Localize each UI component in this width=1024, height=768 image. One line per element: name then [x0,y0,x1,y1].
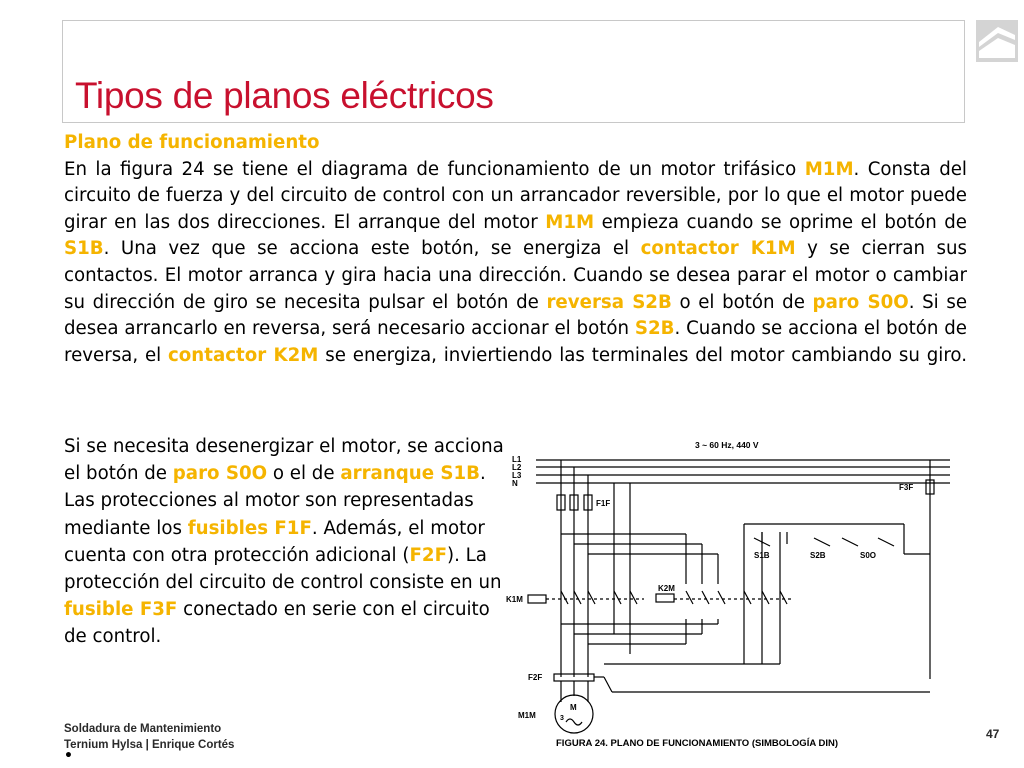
text: o el botón de [671,291,813,313]
footer-course: Soldadura de Mantenimiento [64,723,222,735]
line-label-l1: L1 [512,455,522,464]
motor-label-3: 3 [560,715,564,722]
line-label-n: N [512,479,518,488]
text: se energiza, inviertiendo las terminales del motor cambiando su giro. [318,344,967,366]
motor-label-m: M [570,703,577,712]
highlight-s2b: reversa S2B [546,291,672,313]
slide-title: Tipos de planos eléctricos [75,75,494,116]
text: . Además, el motor cuenta con otra protección adicional ( [64,517,485,566]
line-label-l3: L3 [512,471,522,480]
text: ). La protección del circuito de control consiste en un [64,544,502,594]
highlight-f1f: fusibles F1F [187,517,312,539]
highlight-f2f: F2F [409,544,447,566]
highlight-k1m: contactor K1M [640,238,796,260]
text: . Una vez que se acciona este botón, se energiza el [103,238,641,260]
footer-bullet: • [64,748,73,764]
roof-logo-icon [976,20,1018,62]
label-k1m: K1M [506,595,523,604]
text: En la figura 24 se tiene el diagrama de funcionamiento de un motor trifásico [64,158,805,180]
label-f1f: F1F [596,499,611,508]
text: . Si se desea arrancarlo en reversa, será necesario accionar el botón [64,291,968,340]
text: y se cierran sus contactos. El motor arranca y gira hacia una dirección. Cuando se desea parar el motor o cambiar su dirección de giro se necesita pulsar el botón de [64,238,967,313]
paragraph-1 [64,157,967,370]
label-s1b: S1B [754,551,770,560]
highlight-s0o: paro S0O [172,463,268,485]
circuit-diagram [504,434,956,758]
paragraph-2 [64,433,504,651]
page-number: 47 [986,727,1000,741]
figure-caption: FIGURA 24. PLANO DE FUNCIONAMIENTO (SIMBOLOGÍA DIN) [556,738,839,749]
highlight-s2b: S2B [634,318,675,340]
footer [64,721,234,753]
text: . Consta del circuito de fuerza y del circuito de control con un arrancador reversible, por lo que el motor puede girar en las dos direcciones. El arranque del motor [64,158,967,233]
text: conectado en serie con el circuito de control. [64,599,490,648]
text: . Cuando se acciona el botón de reversa, el [64,318,967,366]
label-k2m: K2M [658,584,675,593]
highlight-s1b: arranque S1B [340,463,481,485]
text: empieza cuando se oprime el botón de [594,211,967,233]
highlight-m1m: M1M [804,158,854,180]
main-text [64,130,967,369]
highlight-k2m: contactor K2M [168,344,319,366]
highlight-f3f: fusible F3F [64,599,178,621]
label-s2b: S2B [810,551,826,560]
label-m1m: M1M [518,711,536,720]
text: o el de [267,463,341,485]
label-s0o: S0O [860,551,877,560]
line-label-l2: L2 [512,463,522,472]
section-subtitle: Plano de funcionamiento [64,132,320,153]
highlight-s1b: S1B [64,238,104,260]
label-f3f: F3F [899,483,914,492]
text: . Las protecciones al motor son representadas mediante los [64,463,486,539]
highlight-m1m: M1M [545,211,595,233]
title-box [62,20,965,123]
label-f2f: F2F [528,673,543,682]
highlight-s0o: paro S0O [812,291,909,313]
footer-author: Ternium Hylsa | Enrique Cortés [64,739,235,751]
supply-label: 3 ~ 60 Hz, 440 V [695,440,759,450]
text: Si se necesita desenergizar el motor, se acciona el botón de [64,436,504,485]
